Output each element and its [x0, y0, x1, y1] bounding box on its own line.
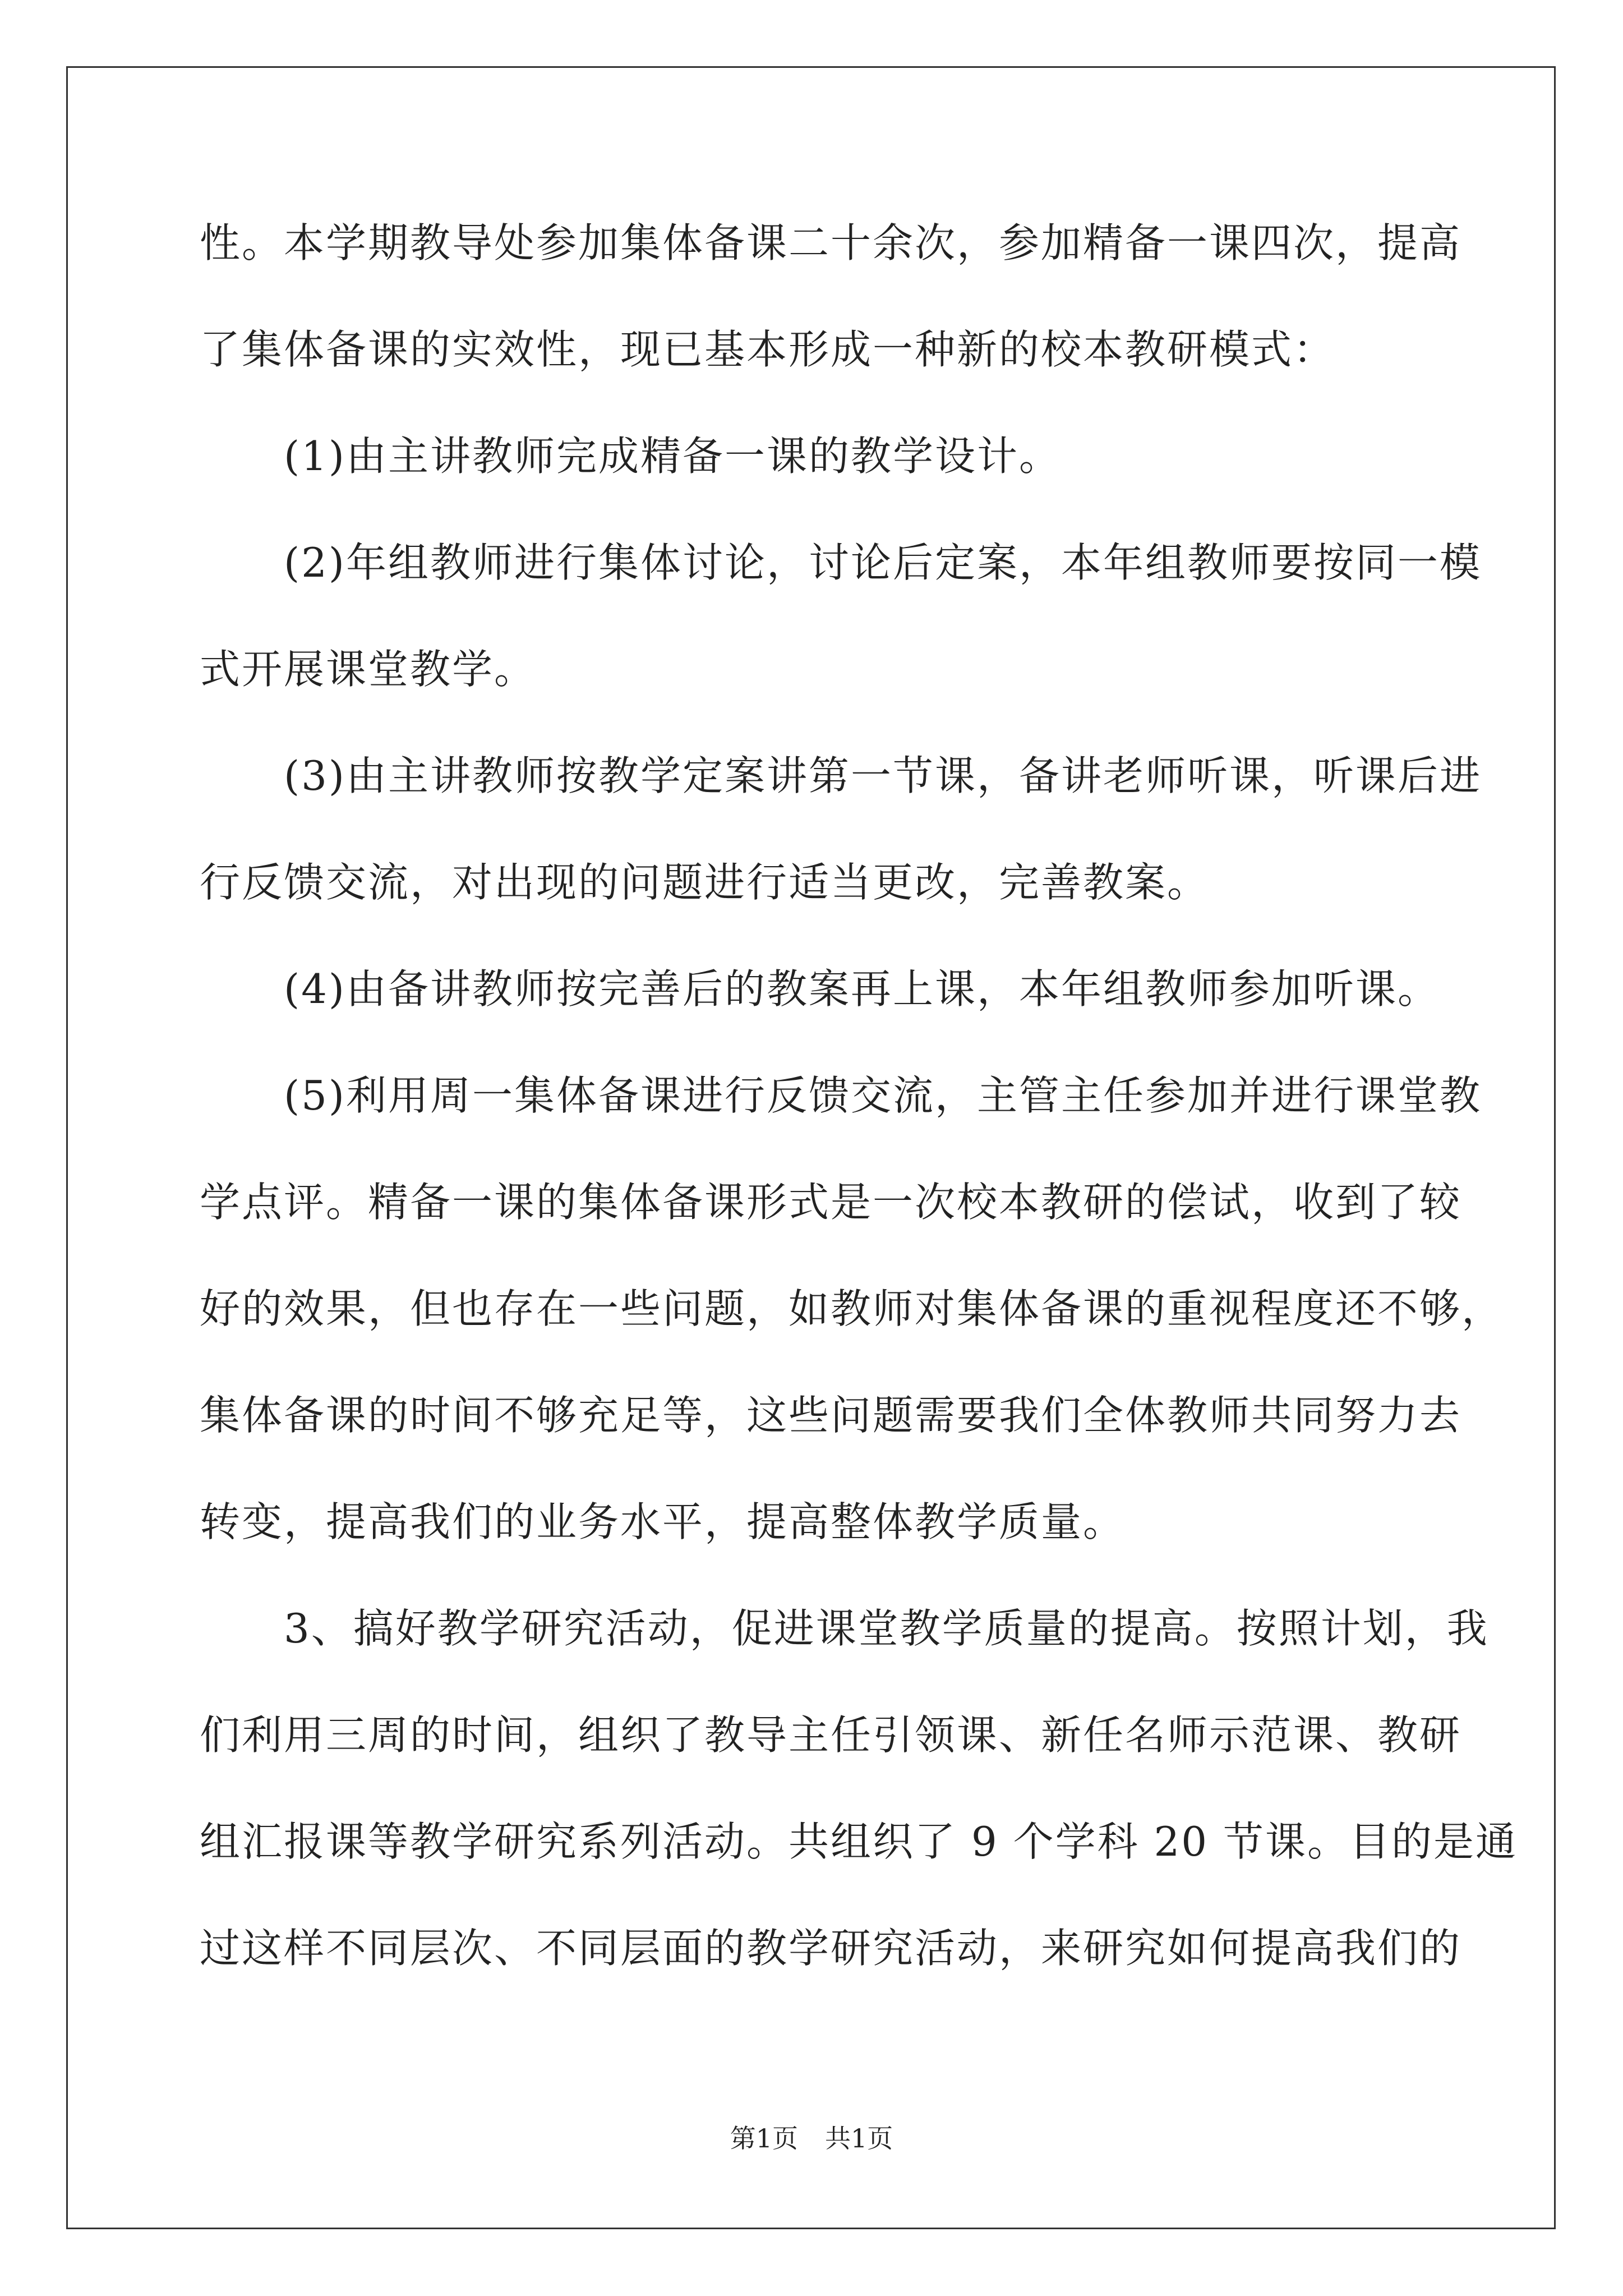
page-number-current: 第1页	[730, 2123, 798, 2154]
text-line: 集体备课的时间不够充足等，这些问题需要我们全体教师共同努力去	[200, 1392, 1462, 1439]
text-line: (1)由主讲教师完成精备一课的教学设计。	[284, 432, 1061, 480]
text-line: 行反馈交流，对出现的问题进行适当更改，完善教案。	[200, 859, 1210, 906]
page-number-total: 共1页	[825, 2123, 893, 2154]
text-line: 了集体备课的实效性，现已基本形成一种新的校本教研模式：	[200, 326, 1336, 373]
text-line: (2)年组教师进行集体讨论，讨论后定案，本年组教师要按同一模	[284, 539, 1482, 586]
text-line: (3)由主讲教师按教学定案讲第一节课，备讲老师听课，听课后进	[284, 752, 1482, 799]
text-line: (4)由备讲教师按完善后的教案再上课，本年组教师参加听课。	[284, 965, 1440, 1013]
text-line: 过这样不同层次、不同层面的教学研究活动，来研究如何提高我们的	[200, 1925, 1462, 1972]
text-line: 性。本学期教导处参加集体备课二十余次，参加精备一课四次，提高	[200, 219, 1462, 266]
text-line: 组汇报课等教学研究系列活动。共组织了 9 个学科 20 节课。目的是通	[200, 1818, 1518, 1865]
text-line: 式开展课堂教学。	[200, 646, 537, 693]
text-line: 转变，提高我们的业务水平，提高整体教学质量。	[200, 1498, 1126, 1545]
text-line: 3、搞好教学研究活动，促进课堂教学质量的提高。按照计划，我	[284, 1605, 1489, 1652]
page-border	[66, 66, 1556, 2229]
text-line: (5)利用周一集体备课进行反馈交流，主管主任参加并进行课堂教	[284, 1072, 1482, 1119]
text-line: 们利用三周的时间，组织了教导主任引领课、新任名师示范课、教研	[200, 1711, 1462, 1759]
text-line: 好的效果，但也存在一些问题，如教师对集体备课的重视程度还不够，	[200, 1285, 1504, 1332]
page-footer	[0, 2122, 1623, 2155]
text-line: 学点评。精备一课的集体备课形式是一次校本教研的偿试，收到了较	[200, 1179, 1462, 1226]
